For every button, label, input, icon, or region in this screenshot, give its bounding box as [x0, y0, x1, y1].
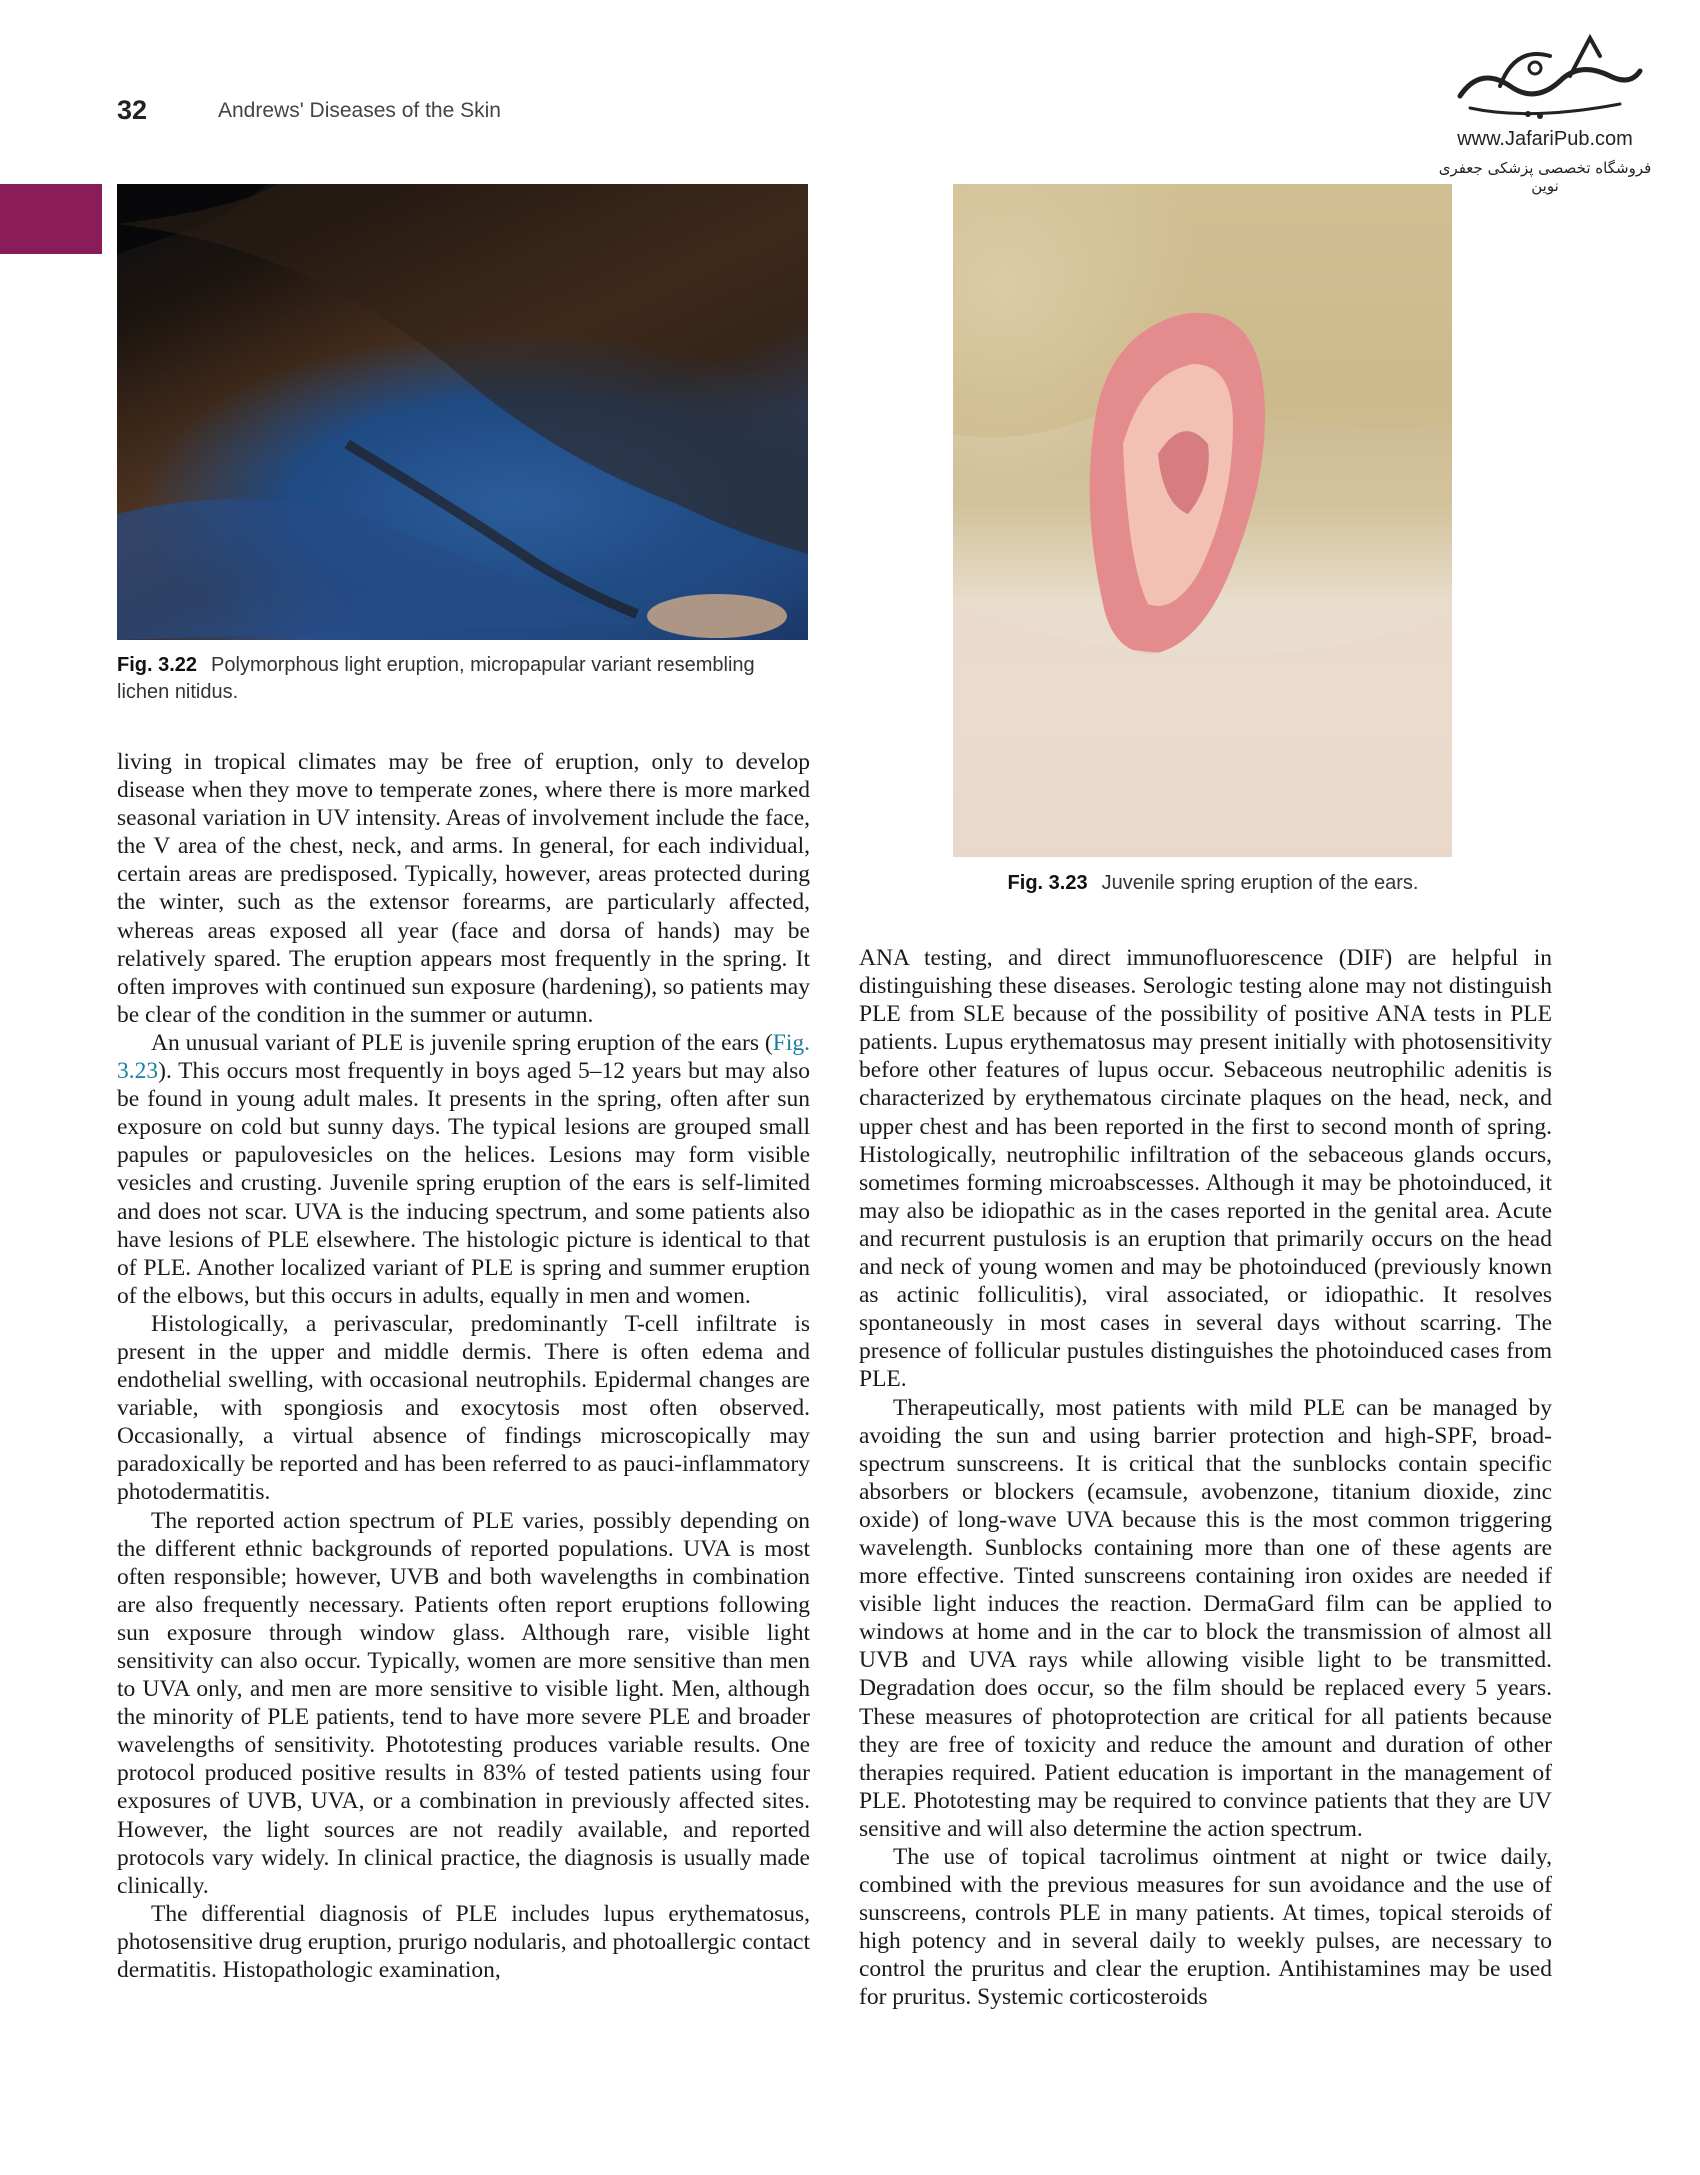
- chapter-tab: [0, 184, 102, 254]
- left-paragraph-2-start: An unusual variant of PLE is juvenile spring eruption of the ears (: [151, 1029, 773, 1056]
- right-column-text: [859, 944, 1552, 2012]
- figure-3-22-text: Polymorphous light eruption, micropapular variant resembling lichen nitidus.: [117, 654, 755, 703]
- left-paragraph-4: The reported action spectrum of PLE varies, possibly depending on the different ethnic backgrounds of reported populations. UVA is most often responsible; however, UVB and both wavelengths in combination are also frequently necessary. Patients often report eruptions following sun exposure through window glass. Although rare, visible light sensitivity can also occur. Typically, women are more sensitive than men to UVA only, and men are more sensitive to visible light. Men, although the minority of PLE patients, tend to have more severe PLE and broader wavelengths of sensitivity. Phototesting produces variable results. One protocol produced positive results in 83% of tested patients using four exposures of UVB, UVA, or a combination in previously affected sites. However, the light sources are not readily available, and reported protocols vary widely. In clinical practice, the diagnosis is usually made clinically.: [117, 1507, 810, 1899]
- figure-3-22-photo: [117, 184, 808, 640]
- left-paragraph-2: [117, 1029, 810, 1310]
- left-paragraph-3: Histologically, a perivascular, predominantly T-cell infiltrate is present in the upper and middle dermis. There is often edema and endothelial swelling, with occasional neutrophils. Epidermal changes are variable, with spongiosis and exocytosis most often observed. Occasionally, a virtual absence of findings microscopically may paradoxically be reported and has been referred to as pauci-inflammatory photodermatitis.: [117, 1310, 810, 1506]
- logo-shop-text: فروشگاه تخصصی پزشکی جعفری نوین: [1438, 159, 1652, 195]
- right-paragraph-1: ANA testing, and direct immunofluorescence (DIF) are helpful in distinguishing these diseases. Serologic testing alone may not distinguish PLE from SLE because of the possibility of positive ANA tests in PLE patients. Lupus erythematosus may present initially with photosensitivity before other features of lupus occur. Sebaceous neutrophilic adenitis is characterized by erythematous circinate plaques on the head, neck, and upper chest and has been reported in the first to second month of spring. Histologically, neutrophilic infiltration of the sebaceous glands occurs, sometimes forming microabscesses. Although it may be photoinduced, it may also be idiopathic as in the cases reported in the genital area. Acute and recurrent pustulosis is an eruption that primarily occurs on the head and neck of young women and may be photoinduced (previously known as actinic folliculitis), viral associated, or idiopathic. It resolves spontaneously in most cases in several days without scarring. The presence of follicular pustules distinguishes the photoinduced cases from PLE.: [859, 945, 1552, 1393]
- figure-3-23-photo: [953, 184, 1452, 857]
- figure-3-23-text: Juvenile spring eruption of the ears.: [1101, 872, 1419, 894]
- calligraphy-logo-icon: [1440, 26, 1650, 126]
- right-paragraph-2: Therapeutically, most patients with mild PLE can be managed by avoiding the sun and using barrier protection and high-SPF, broad-spectrum sunscreens. It is critical that the sunblocks contain specific absorbers or blockers (ecamsule, avobenzone, titanium dioxide, zinc oxide) of long-wave UVA because this is the most common triggering wavelength. Sunblocks containing more than one of these agents are more effective. Tinted sunscreens containing iron oxides are needed if visible light induces the reaction. DermaGard film can be applied to windows at home and in the car to block the transmission of almost all UVB and UVA rays while allowing visible light to be transmitted. Degradation does occur, so the film should be replaced every 5 years. These measures of photoprotection are critical for all patients because they are free of toxicity and reduce the amount and duration of other therapies required. Patient education is important in the management of PLE. Phototesting may be required to convince patients that they are UV sensitive and will also determine the action spectrum.: [859, 1394, 1552, 1842]
- right-paragraph-3: The use of topical tacrolimus ointment at night or twice daily, combined with the previous measures for sun avoidance and the use of sunscreens, controls PLE in many patients. At times, topical steroids of high potency and in several daily to weekly pulses, are necessary to control the pruritus and clear the eruption. Antihistamines may be used for pruritus. Systemic corticosteroids: [859, 1844, 1552, 2011]
- left-paragraph-1: living in tropical climates may be free of eruption, only to develop disease when they move to temperate zones, where there is more marked seasonal variation in UV intensity. Areas of involvement include the face, the V area of the chest, neck, and arms. In general, for each individual, certain areas are predisposed. Typically, however, areas protected during the winter, such as the extensor forearms, are particularly affected, whereas areas exposed all year (face and dorsa of hands) may be relatively spared. The eruption appears most frequently in the spring. It often improves with continued sun exposure (hardening), so patients may be clear of the condition in the summer or autumn.: [117, 749, 810, 1028]
- logo-url: www.JafariPub.com: [1457, 128, 1633, 150]
- figure-3-22-number: Fig. 3.22: [117, 654, 198, 676]
- page-number: 32: [117, 95, 148, 125]
- left-paragraph-2-end: ). This occurs most frequently in boys aged 5–12 years but may also be found in young adult males. It presents in the spring, often after sun exposure on cold but sunny days. The typical lesions are grouped small papules or papulovesicles on the helices. Lesions may form visible vesicles and crusting. Juvenile spring eruption of the ears is self-limited and does not scar. UVA is the inducing spectrum, and some patients also have lesions of PLE elsewhere. The histologic picture is identical to that of PLE. Another localized variant of PLE is spring and summer eruption of the elbows, but this occurs in adults, equally in men and women.: [117, 1058, 810, 1309]
- publisher-logo: [1425, 26, 1665, 196]
- figure-3-23-number: Fig. 3.23: [1007, 872, 1088, 894]
- figure-3-23-caption: [973, 870, 1453, 897]
- figure-3-22-caption: [117, 652, 807, 706]
- left-paragraph-5: The differential diagnosis of PLE includes lupus erythematosus, photosensitive drug eruption, prurigo nodularis, and photoallergic contact dermatitis. Histopathologic examination,: [117, 1900, 810, 1984]
- figure-3-23-link[interactable]: Fig. 3.23: [117, 1029, 810, 1085]
- running-head: Andrews' Diseases of the Skin: [218, 99, 501, 122]
- left-column-text: [117, 748, 810, 1984]
